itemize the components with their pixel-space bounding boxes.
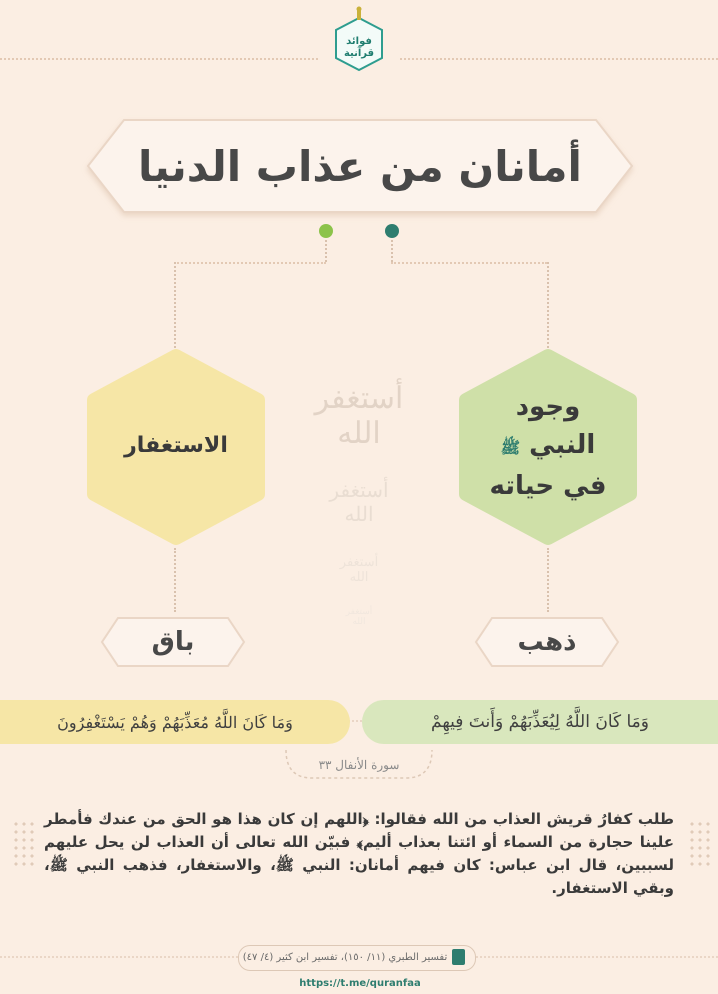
connector-right-h xyxy=(391,262,547,264)
teal-dot xyxy=(385,224,399,238)
verse-right-banner xyxy=(362,700,718,744)
source-text: تفسير الطبري (١١/ ١٥٠)، تفسير ابن كثير (٤/ ٤٧) xyxy=(242,951,448,963)
left-box-label: الاستغفار xyxy=(124,432,228,458)
page-title: أمانان من عذاب الدنيا xyxy=(138,141,582,191)
right-line2-row xyxy=(470,426,626,467)
watermark-large: أستغفر الله xyxy=(314,381,404,451)
logo xyxy=(330,6,388,72)
top-divider-left xyxy=(0,58,318,60)
surah-ref: سورة الأنفال ٣٣ xyxy=(318,758,400,772)
lime-dot xyxy=(319,224,333,238)
watermark-small: أستغفر الله xyxy=(339,555,379,585)
connector-left-h xyxy=(174,262,326,264)
prophet-honorific: ﷺ xyxy=(500,438,521,457)
left-result: باق xyxy=(151,627,195,657)
connector-right-drop xyxy=(547,262,549,352)
right-line2: النبي xyxy=(529,430,596,460)
dot-grid-right xyxy=(688,820,710,868)
right-result: ذهب xyxy=(517,627,577,657)
logo-text: فوائد قرآنية xyxy=(343,36,375,59)
verse-left: وَمَا كَانَ اللَّهُ مُعَذِّبَهُمْ وَهُمْ يَسْتَغْفِرُونَ xyxy=(57,712,293,732)
verse-right: وَمَا كَانَ اللَّهُ لِيُعَذِّبَهُمْ وَأَنتَ فِيهِمْ xyxy=(431,712,649,732)
connector-right-down xyxy=(391,240,393,262)
connector-left-down xyxy=(325,240,327,262)
left-drop-result xyxy=(174,548,176,612)
body-text: طلب كفارُ قريش العذاب من الله فقالوا: ﴿اللهم إن كان هذا هو الحق من عندك فأمطر علينا حجارة من السماء أو ائتنا بعذاب أليم﴾ فبيّن الله تعالى أن العذاب لن يحل عليهم لسببين، قال ابن عباس: كان فيهم أمانان: النبي ﷺ، والاستغفار، فذهب النبي ﷺ، وبقي الاستغفار. xyxy=(44,810,674,897)
top-divider-right xyxy=(400,58,718,60)
watermark-medium: أستغفر الله xyxy=(329,478,389,526)
verse-left-banner xyxy=(0,700,350,744)
right-box-text xyxy=(470,388,626,508)
right-drop-result xyxy=(547,548,549,612)
book-icon xyxy=(452,949,465,965)
telegram-link[interactable]: https://t.me/quranfaa xyxy=(299,977,421,989)
right-line3: في حياته xyxy=(489,471,607,501)
connector-left-drop xyxy=(174,262,176,352)
watermark-tiny: أستغفر الله xyxy=(345,607,373,627)
right-line1: وجود xyxy=(515,392,581,422)
dot-grid-left xyxy=(12,820,34,868)
